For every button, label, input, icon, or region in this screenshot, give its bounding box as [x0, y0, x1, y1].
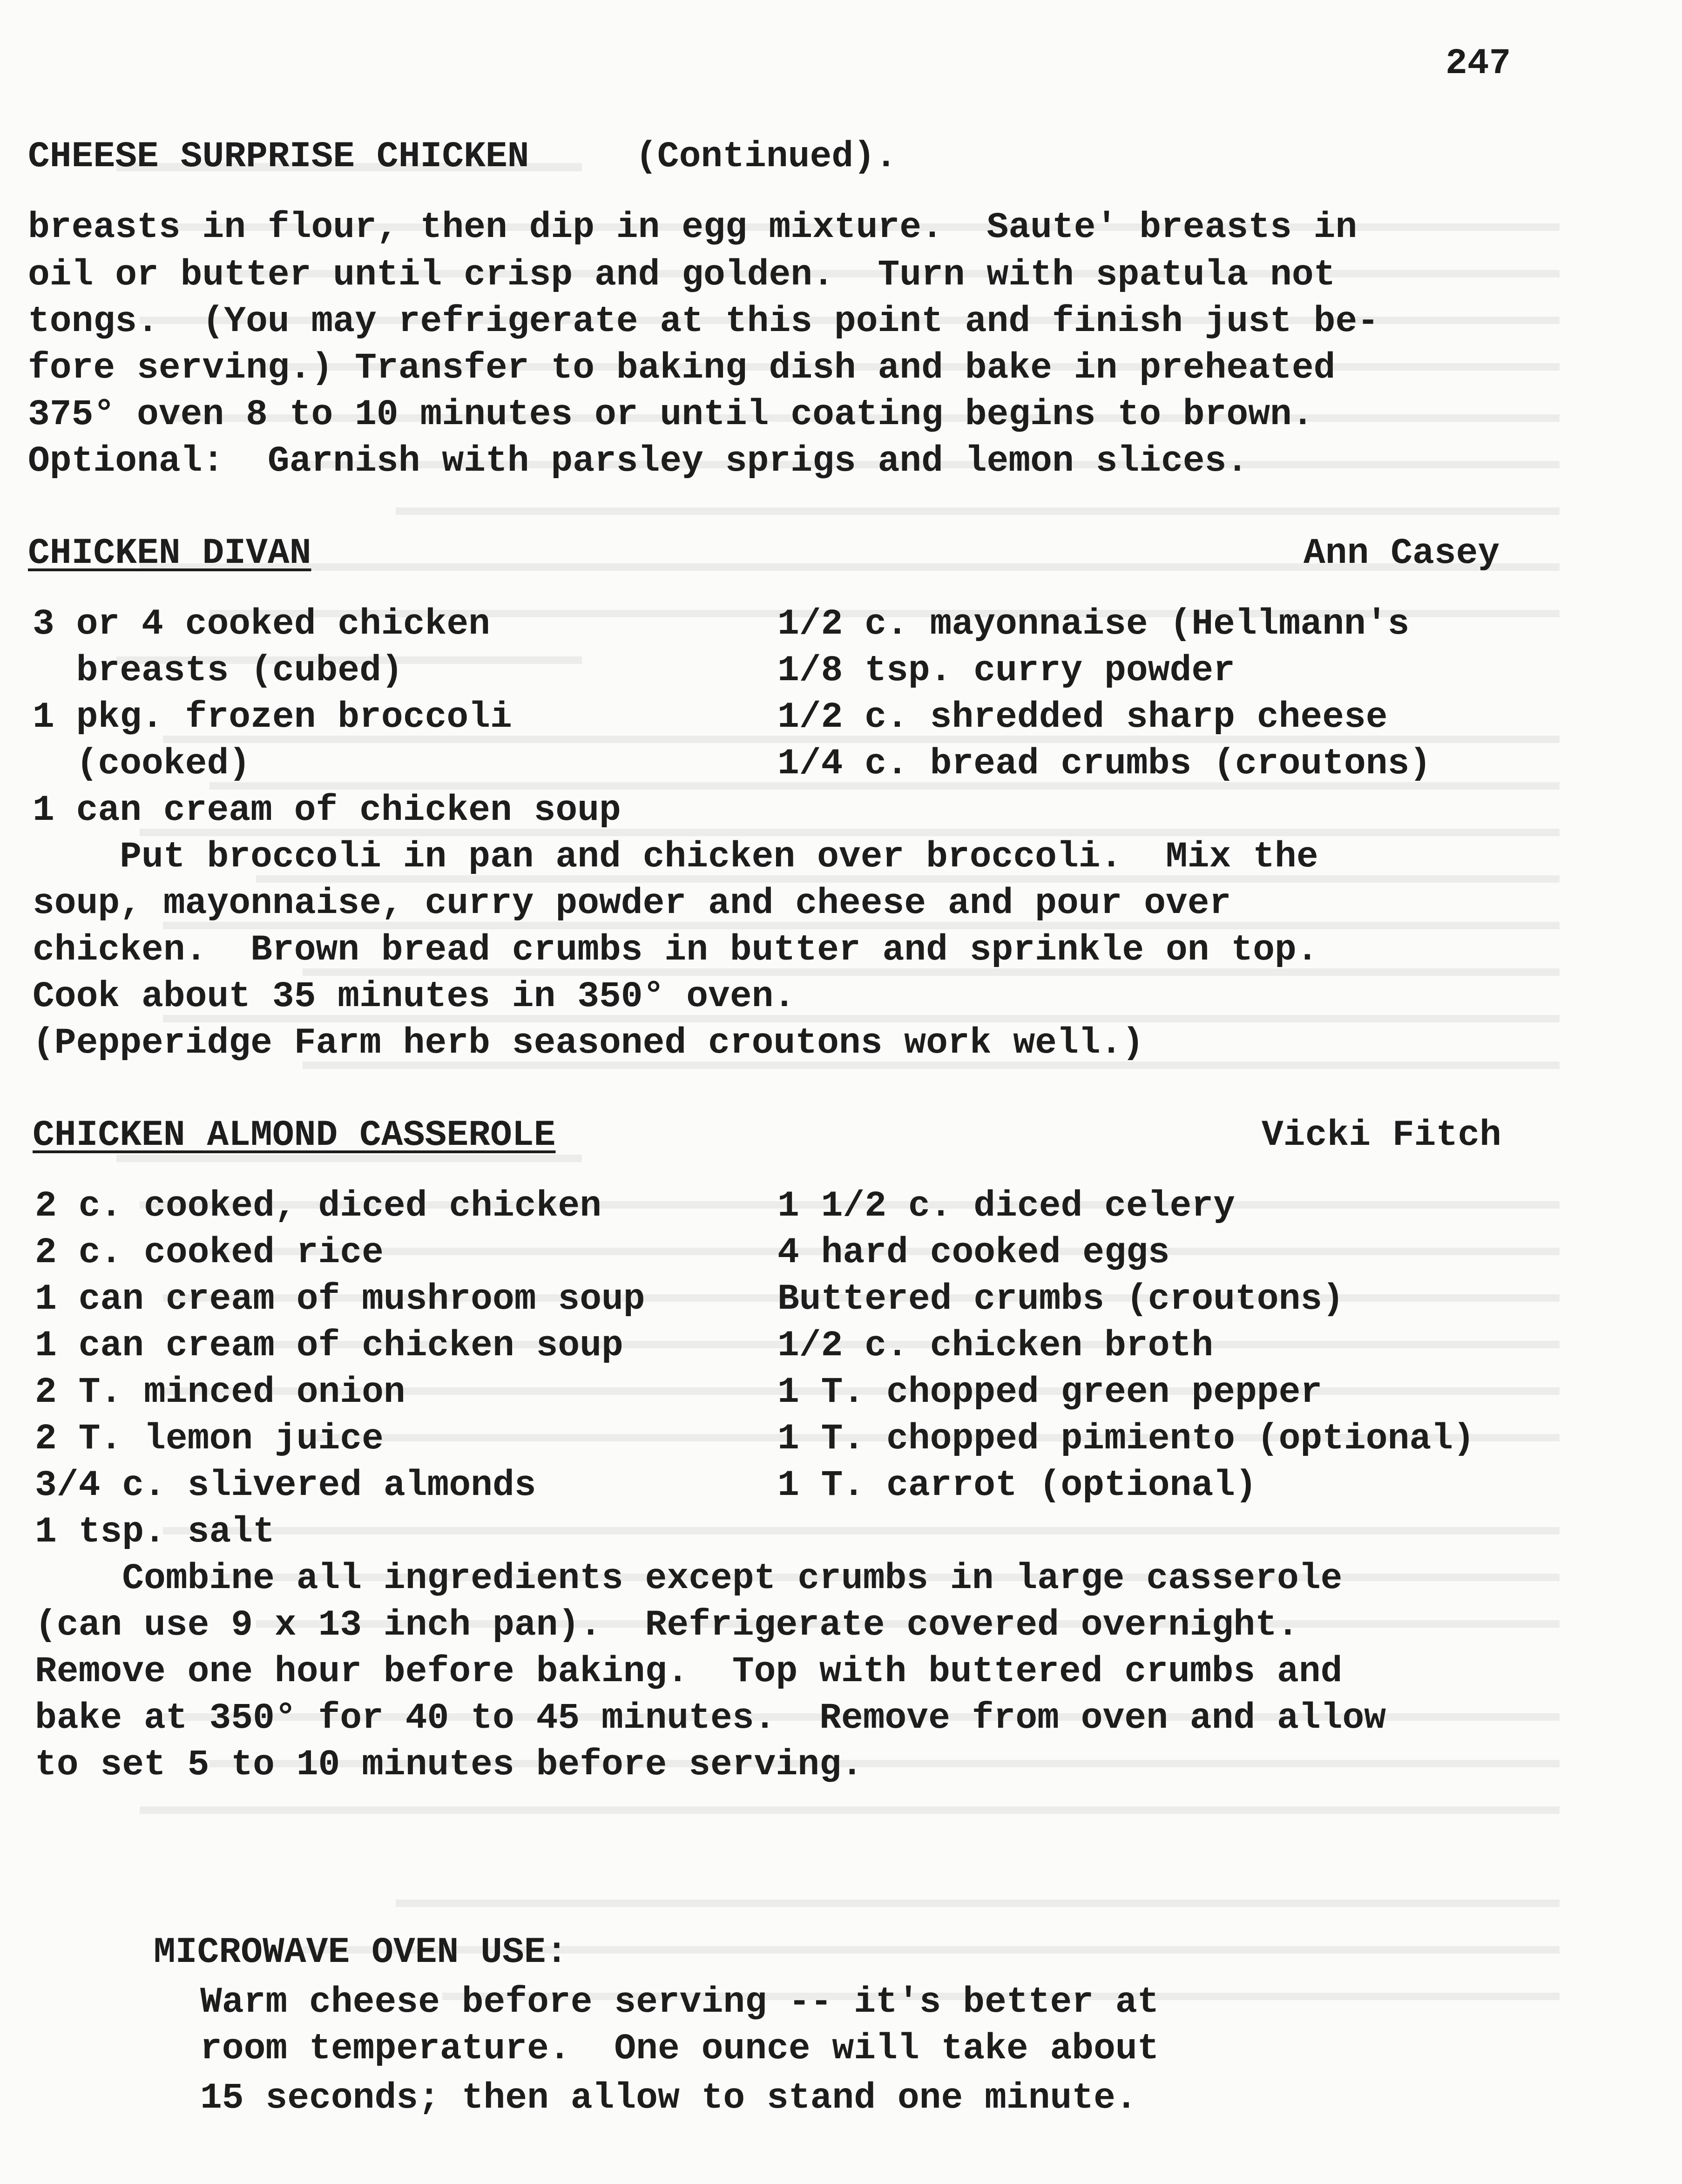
divan-direction: Cook about 35 minutes in 350° oven.: [33, 976, 796, 1017]
divan-ingredient-right: 1/2 c. mayonnaise (Hellmann's: [777, 604, 1410, 645]
divan-ingredient-left: breasts (cubed): [33, 650, 403, 691]
almond-ingredient-right: 4 hard cooked eggs: [777, 1232, 1170, 1273]
divan-ingredient-left: 1 pkg. frozen broccoli: [33, 697, 512, 738]
almond-ingredient-right: 1 T. chopped pimiento (optional): [777, 1419, 1475, 1460]
almond-ingredient-right: Buttered crumbs (croutons): [777, 1279, 1344, 1320]
divan-ingredient-right: 1/4 c. bread crumbs (croutons): [777, 744, 1432, 784]
cheese-surprise-line: oil or butter until crisp and golden. Turn with spatula not: [28, 255, 1336, 296]
cheese-surprise-line: Optional: Garnish with parsley sprigs and lemon slices.: [28, 441, 1249, 482]
chicken-divan-title: CHICKEN DIVAN: [28, 533, 311, 574]
divan-ingredient-left: 1 can cream of chicken soup: [33, 790, 621, 831]
divan-direction: Put broccoli in pan and chicken over broccoli. Mix the: [33, 837, 1318, 878]
almond-casserole-title: CHICKEN ALMOND CASSEROLE: [33, 1115, 556, 1156]
microwave-line: Warm cheese before serving -- it's better at: [200, 1982, 1159, 2023]
almond-ingredient-left: 1 can cream of mushroom soup: [35, 1279, 645, 1320]
cheese-surprise-line: fore serving.) Transfer to baking dish and bake in preheated: [28, 348, 1336, 389]
almond-ingredient-left: 1 tsp. salt: [35, 1512, 275, 1553]
microwave-heading: MICROWAVE OVEN USE:: [154, 1932, 568, 1973]
almond-direction: bake at 350° for 40 to 45 minutes. Remove from oven and allow: [35, 1698, 1386, 1739]
almond-ingredient-left: 2 c. cooked, diced chicken: [35, 1186, 601, 1227]
cheese-surprise-line: breasts in flour, then dip in egg mixture. Saute' breasts in: [28, 207, 1358, 248]
almond-ingredient-left: 2 T. lemon juice: [35, 1419, 384, 1460]
almond-casserole-author: Vicki Fitch: [1262, 1115, 1501, 1156]
chicken-divan-author: Ann Casey: [1304, 533, 1500, 574]
divan-ingredient-right: 1/8 tsp. curry powder: [777, 650, 1235, 691]
cheese-surprise-line: tongs. (You may refrigerate at this point and finish just be-: [28, 301, 1379, 342]
cheese-surprise-heading: CHEESE SURPRISE CHICKEN: [28, 136, 529, 177]
almond-ingredient-right: 1 1/2 c. diced celery: [777, 1186, 1235, 1227]
almond-ingredient-left: 1 can cream of chicken soup: [35, 1325, 623, 1366]
divan-ingredient-right: 1/2 c. shredded sharp cheese: [777, 697, 1388, 738]
almond-direction: to set 5 to 10 minutes before serving.: [35, 1744, 863, 1785]
almond-direction: Combine all ingredients except crumbs in large casserole: [35, 1558, 1343, 1599]
almond-ingredient-right: 1/2 c. chicken broth: [777, 1325, 1214, 1366]
almond-direction: (can use 9 x 13 inch pan). Refrigerate covered overnight.: [35, 1605, 1299, 1646]
divan-direction: (Pepperidge Farm herb seasoned croutons work well.): [33, 1023, 1144, 1064]
divan-ingredient-left: (cooked): [33, 744, 251, 784]
divan-direction: chicken. Brown bread crumbs in butter and sprinkle on top.: [33, 930, 1318, 971]
almond-direction: Remove one hour before baking. Top with buttered crumbs and: [35, 1651, 1343, 1692]
microwave-line: room temperature. One ounce will take about: [200, 2028, 1159, 2069]
almond-ingredient-left: 2 c. cooked rice: [35, 1232, 384, 1273]
cheese-surprise-line: 375° oven 8 to 10 minutes or until coating begins to brown.: [28, 394, 1314, 435]
almond-ingredient-right: 1 T. carrot (optional): [777, 1465, 1257, 1506]
divan-direction: soup, mayonnaise, curry powder and cheese and pour over: [33, 883, 1231, 924]
cheese-surprise-heading-suffix: (Continued).: [635, 136, 897, 177]
almond-ingredient-left: 3/4 c. slivered almonds: [35, 1465, 536, 1506]
almond-ingredient-right: 1 T. chopped green pepper: [777, 1372, 1323, 1413]
page-number: 247: [1446, 43, 1511, 84]
divan-ingredient-left: 3 or 4 cooked chicken: [33, 604, 490, 645]
almond-ingredient-left: 2 T. minced onion: [35, 1372, 405, 1413]
microwave-line: 15 seconds; then allow to stand one minute.: [200, 2078, 1137, 2119]
